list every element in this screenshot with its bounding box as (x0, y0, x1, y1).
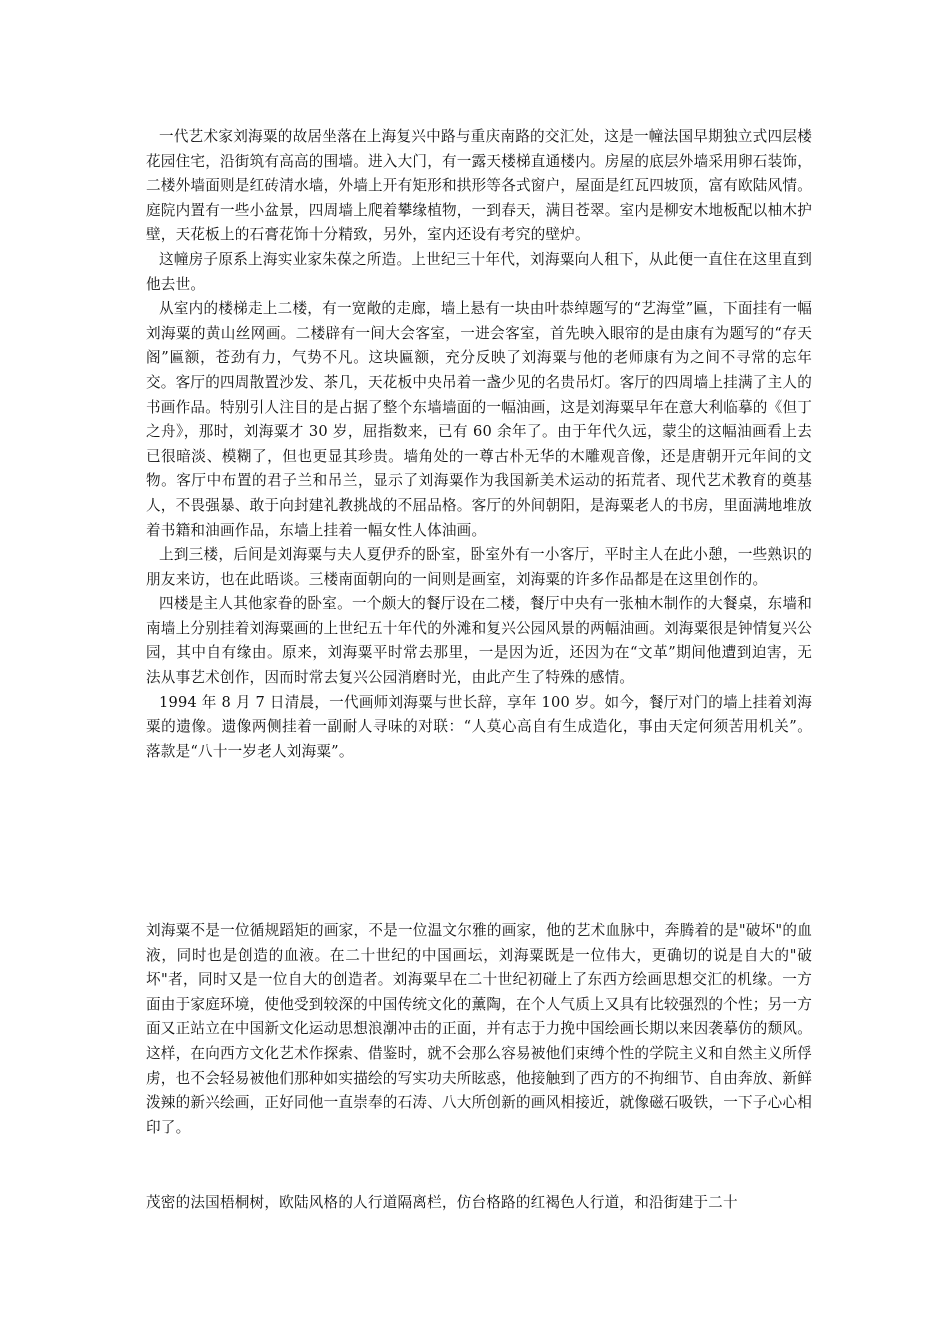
paragraph-street-scene: 茂密的法国梧桐树，欧陆风格的人行道隔离栏，仿台格路的红褐色人行道，和沿街建于二十 (146, 1194, 738, 1211)
paragraph-second-floor: 从室内的楼梯走上二楼，有一宽敞的走廊，墙上悬有一块由叶恭绰题写的“艺海堂”匾，下面挂有一幅刘海粟的黄山丝网画。二楼辟有一间大会客室，一进会客室，首先映入眼帘的是由康有为题写的“存天阁”匾额，苍劲有力，气势不凡。这块匾额，充分反映了刘海粟与他的老师康有为之间不寻常的忘年交。客厅的四周散置沙发、茶几，天花板中央吊着一盏少见的名贵吊灯。客厅的四周墙上挂满了主人的书画作品。特别引人注目的是占据了整个东墙墙面的一幅油画，这是刘海粟早年在意大利临摹的《但丁之舟》，那时，刘海粟才 30 岁，屈指数来，已有 60 余年了。由于年代久远，蒙尘的这幅油画看上去已很暗淡、模糊了，但也更显其珍贵。墙角处的一尊古朴无华的木雕观音像，还是唐朝开元年间的文物。客厅中布置的君子兰和吊兰，显示了刘海粟作为我国新美术运动的拓荒者、现代艺术教育的奠基人，不畏强暴、敢于向封建礼教挑战的不屈品格。客厅的外间朝阳，是海粟老人的书房，里面满地堆放着书籍和油画作品，东墙上挂着一幅女性人体油画。 (146, 300, 812, 539)
paragraph-fourth-floor-dining: 四楼是主人其他家眷的卧室。一个颇大的餐厅设在二楼，餐厅中央有一张柚木制作的大餐桌，东墙和南墙上分别挂着刘海粟画的上世纪五十年代的外滩和复兴公园风景的两幅油画。刘海粟很是钟情复兴公园，其中自有缘由。原来，刘海粟平时常去那里，一是因为近，还因为在“文革”期间他遭到迫害，无法从事艺术创作，因而时常去复兴公园消磨时光，由此产生了特殊的感情。 (146, 595, 812, 687)
paragraph-house-origin: 这幢房子原系上海实业家朱葆之所造。上世纪三十年代，刘海粟向人租下，从此便一直住在这里直到他去世。 (146, 250, 812, 293)
article-section-artistic-spirit (146, 919, 812, 1140)
paragraph-third-floor: 上到三楼，后间是刘海粟与夫人夏伊乔的卧室，卧室外有一小客厅，平时主人在此小憩，一些熟识的朋友来访，也在此晤谈。三楼南面朝向的一间则是画室，刘海粟的许多作品都是在这里创作的。 (146, 546, 812, 588)
paragraph-artistic-spirit: 刘海粟不是一位循规蹈矩的画家，不是一位温文尔雅的画家，他的艺术血脉中，奔腾着的是"破坏"的血液，同时也是创造的血液。在二十世纪的中国画坛，刘海粟既是一位伟大，更确切的说是自大的"破坏"者，同时又是一位自大的创造者。刘海粟早在二十世纪初碰上了东西方绘画思想交汇的机缘。一方面由于家庭环境，使他受到较深的中国传统文化的薰陶，在个人气质上又具有比较强烈的个性；另一方面又正站立在中国新文化运动思想浪潮冲击的正面，并有志于力挽中国绘画长期以来因袭摹仿的颓风。这样，在向西方文化艺术作探索、借鉴时，就不会那么容易被他们束缚个性的学院主义和自然主义所俘虏，也不会轻易被他们那种如实描绘的写实功夫所眩惑，他接触到了西方的不拘细节、自由奔放、新鲜泼辣的新兴绘画，正好同他一直崇奉的石涛、八大所创新的画风相接近，就像磁石吸铁，一下子心心相印了。 (146, 922, 812, 1136)
paragraph-residence-intro: 一代艺术家刘海粟的故居坐落在上海复兴中路与重庆南路的交汇处，这是一幢法国早期独立式四层楼花园住宅，沿街筑有高高的围墙。进入大门，有一露天楼梯直通楼内。房屋的底层外墙采用卵石装饰，二楼外墙面则是红砖清水墙，外墙上开有矩形和拱形等各式窗户，屋面是红瓦四坡顶，富有欧陆风情。庭院内置有一些小盆景，四周墙上爬着攀缘植物，一到春天，满目苍翠。室内是柳安木地板配以柚木护壁，天花板上的石膏花饰十分精致，另外，室内还设有考究的壁炉。 (146, 128, 812, 244)
paragraph-passing-1994: 1994 年 8 月 7 日清晨，一代画师刘海粟与世长辞，享年 100 岁。如今，餐厅对门的墙上挂着刘海粟的遗像。遗像两侧挂着一副耐人寻味的对联：“人莫心高自有生成造化，事由天定何须苦用机关”。落款是“八十一岁老人刘海粟”。 (146, 693, 812, 760)
article-section-former-residence (146, 125, 812, 764)
article-section-street-scene (146, 1191, 812, 1216)
